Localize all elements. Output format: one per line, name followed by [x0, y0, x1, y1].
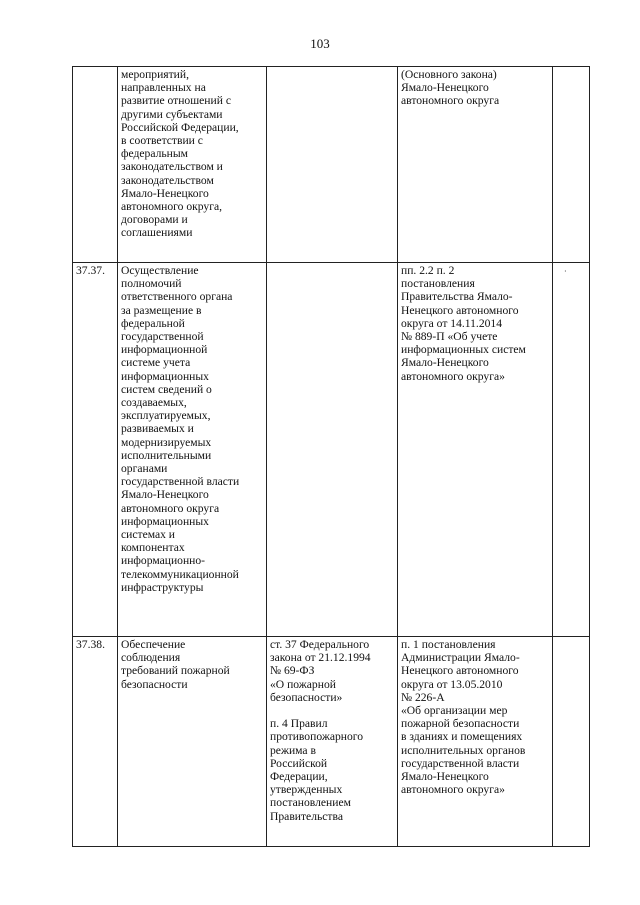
federal-basis-cell [267, 637, 398, 847]
regional-basis: (Основного закона) Ямало-Ненецкого автономного округа [401, 68, 500, 108]
activity-name: мероприятий, направленных на развитие отношений с другими субъектами Российской Федерации, в соответствии с федеральным законодательством и законодательством Ямало-Ненецкого автономного округа, договорами и соглашениями [121, 68, 239, 240]
regional-basis: пп. 2.2 п. 2 постановления Правительства Ямало- Ненецкого автономного округа от 14.11.2014 № 889-П «Об учете информационных систем Ямало-Ненецкого автономного округа» [401, 264, 526, 383]
activity-name: Осуществление полномочий ответственного органа за размещение в федеральной государственной информационной системе учета информационных систем сведений о создаваемых, эксплуатируемых, развиваемых и модернизируемых исполнительными органами государственной власти Ямало-Ненецкого автономного округа информационных системах и компонентах информационно- телекоммуникационной инфраструктуры [121, 264, 240, 594]
activity-name-cell [118, 263, 267, 637]
regional-basis-cell [398, 67, 553, 263]
federal-basis: ст. 37 Федерального закона от 21.12.1994 № 69-ФЗ «О пожарной безопасности» п. 4 Правил противопожарного режима в Российской Федерации, утвержденных постановлением Правительства [270, 638, 371, 823]
table-row [73, 263, 590, 637]
row-number-cell [73, 67, 118, 263]
activity-name: Обеспечение соблюдения требований пожарной безопасности [121, 638, 230, 691]
note-cell [553, 67, 590, 263]
regional-basis-cell [398, 263, 553, 637]
activity-name-cell [118, 637, 267, 847]
federal-basis-cell [267, 67, 398, 263]
federal-basis-cell [267, 263, 398, 637]
row-number-cell [73, 637, 118, 847]
regional-basis: п. 1 постановления Администрации Ямало- Ненецкого автономного округа от 13.05.2010 № 226-А «Об организации мер пожарной безопасности в зданиях и помещениях исполнительных органов государственной власти Ямало-Ненецкого автономного округа» [401, 638, 526, 797]
document-table [72, 66, 590, 847]
page-number: 103 [310, 36, 330, 51]
note-cell [553, 263, 590, 637]
note: · [564, 267, 567, 276]
table-row [73, 67, 590, 263]
row-number: 37.38. [76, 638, 105, 651]
activity-name-cell [118, 67, 267, 263]
note-cell [553, 637, 590, 847]
regional-basis-cell [398, 637, 553, 847]
table-row [73, 637, 590, 847]
row-number: 37.37. [76, 264, 105, 277]
row-number-cell [73, 263, 118, 637]
